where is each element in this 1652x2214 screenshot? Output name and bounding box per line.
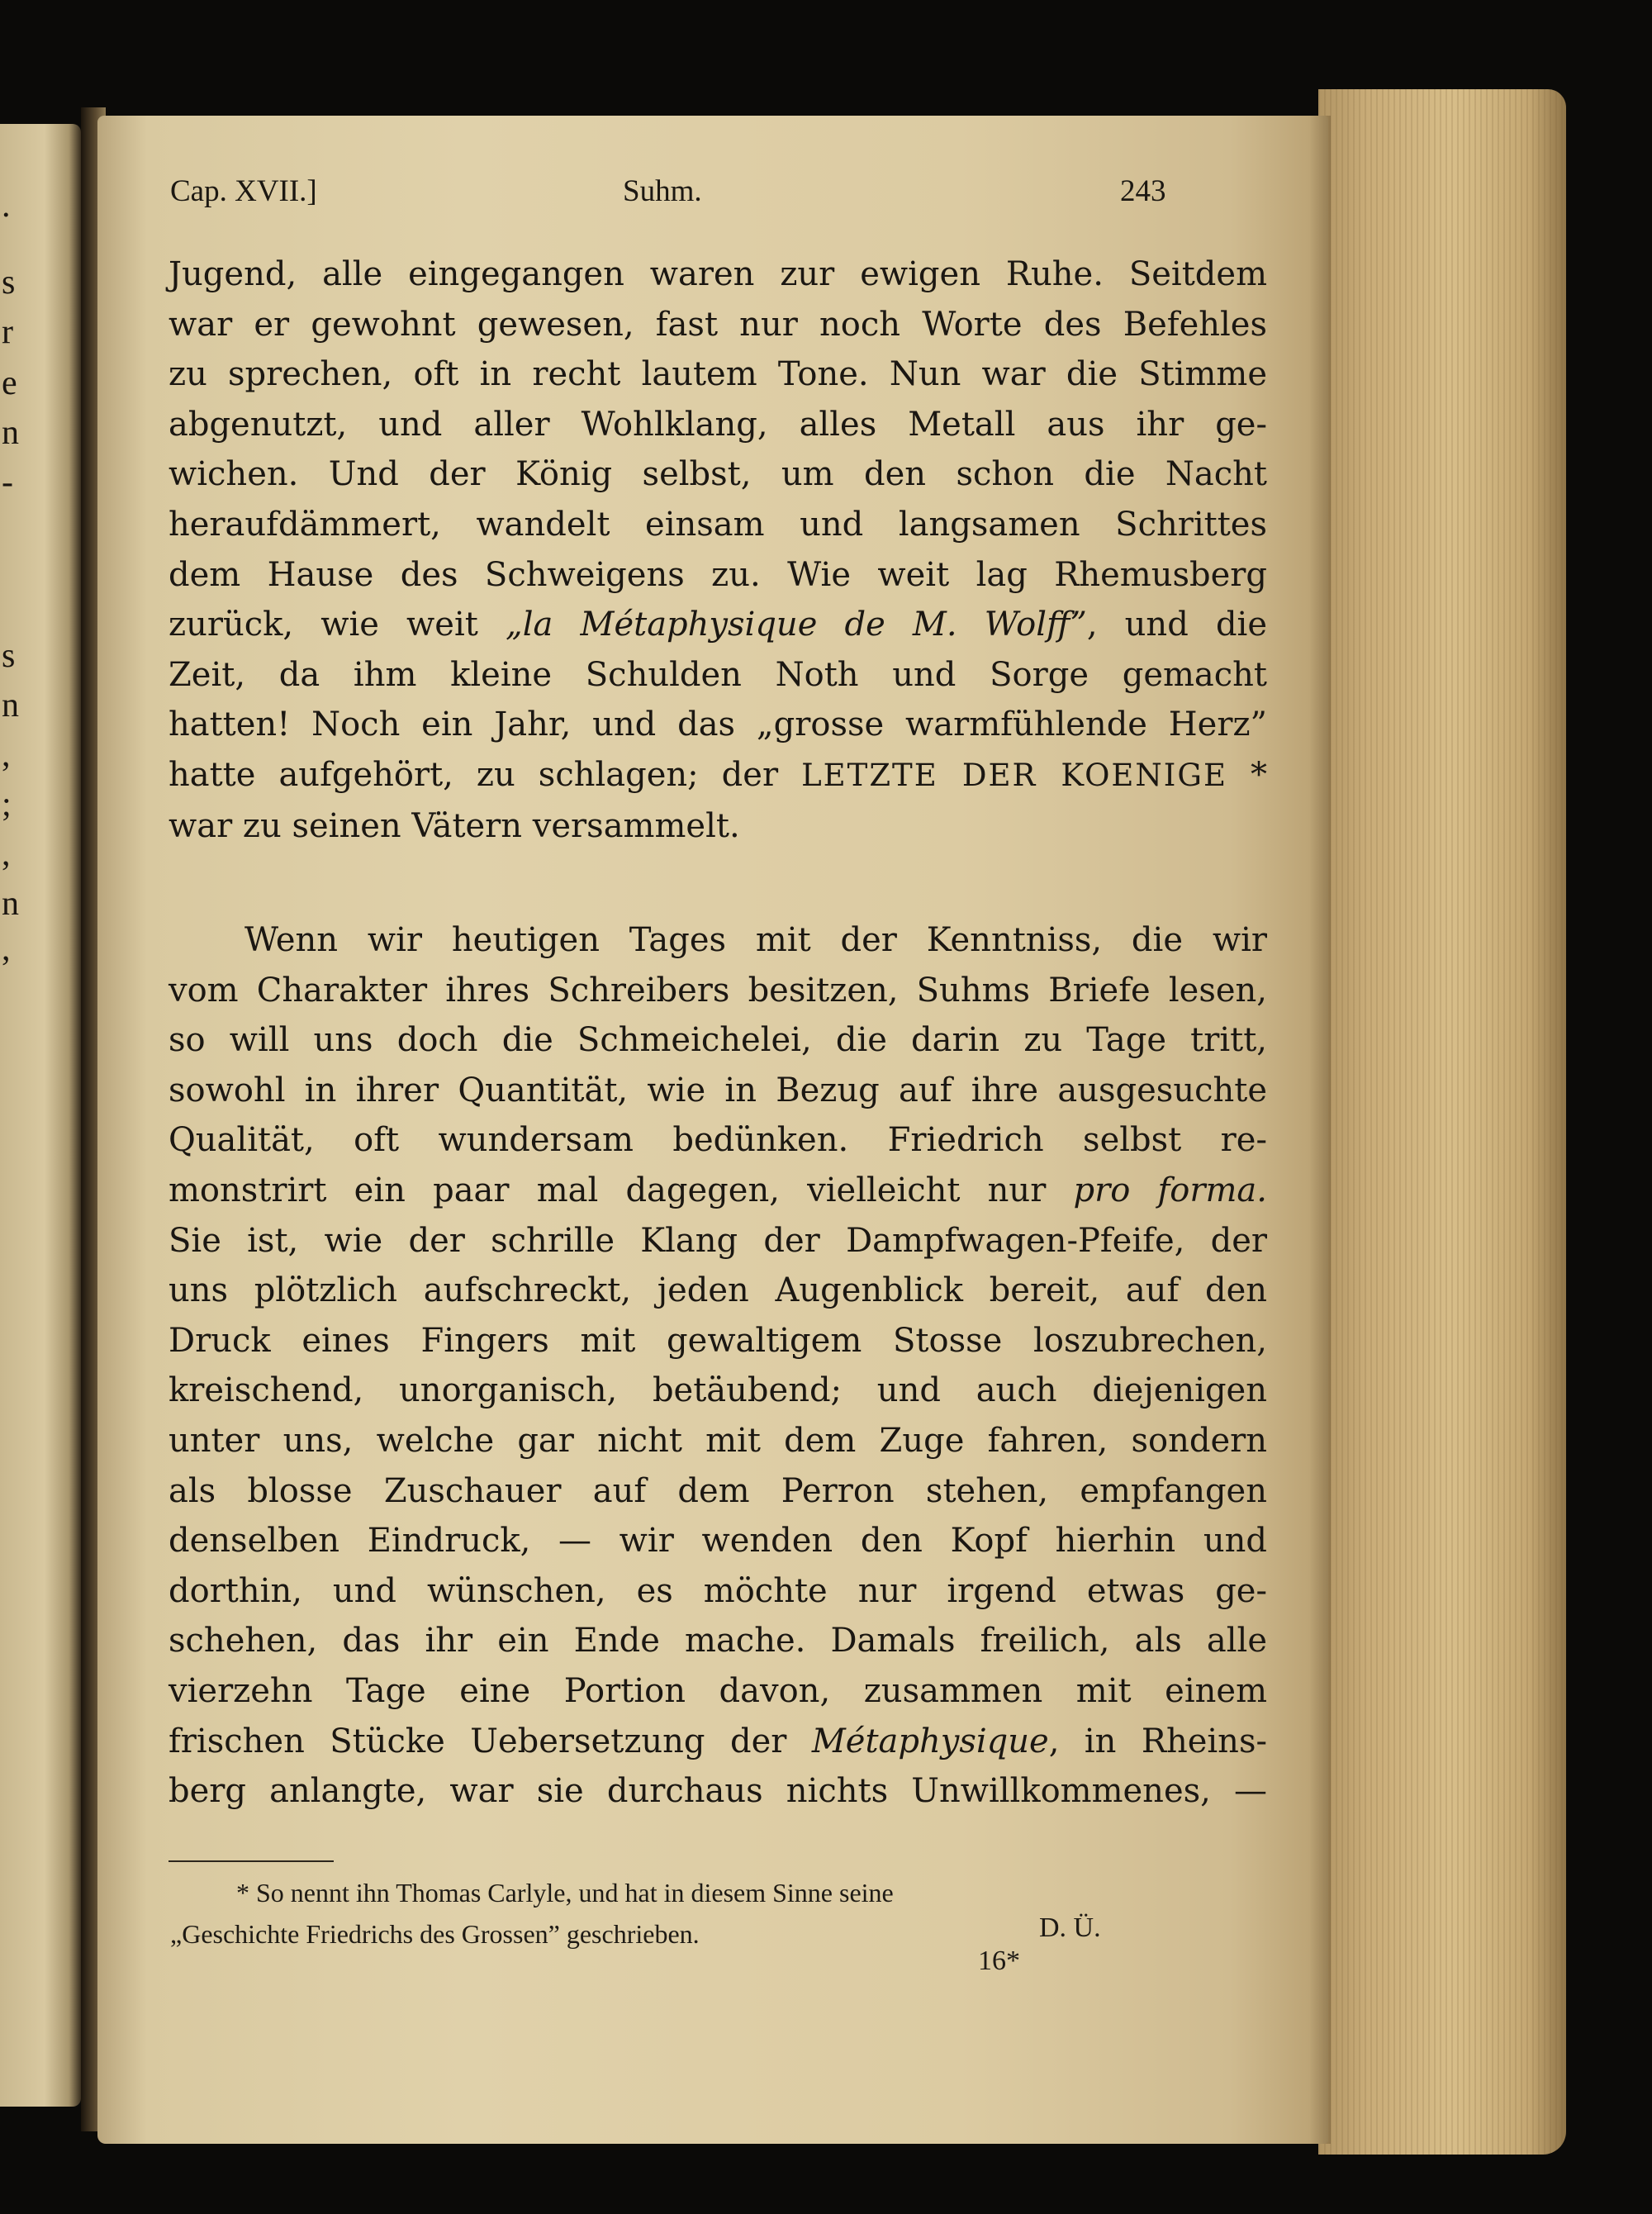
text-line bbox=[169, 600, 1267, 650]
edge-char: n bbox=[2, 885, 19, 923]
edge-char: n bbox=[2, 414, 19, 452]
left-page-cut-text bbox=[2, 124, 21, 2107]
edge-char: , bbox=[2, 736, 11, 774]
text-line: als blosse Zuschauer auf dem Perron stehen, empfangen bbox=[169, 1471, 1267, 1510]
text-line: abgenutzt, und aller Wohlklang, alles Metall aus ihr ge- bbox=[169, 405, 1267, 444]
edge-char: r bbox=[2, 313, 13, 351]
text-line: Druck eines Fingers mit gewaltigem Stosse loszubrechen, bbox=[169, 1321, 1267, 1360]
paragraph-1 bbox=[169, 249, 1267, 851]
edge-char: n bbox=[2, 687, 19, 725]
text-fragment: hatte aufgehört, zu schlagen; der bbox=[169, 755, 802, 794]
footnote-marker: * bbox=[1227, 755, 1268, 794]
italic-text: pro forma. bbox=[1073, 1171, 1267, 1209]
edge-char: s bbox=[2, 637, 16, 675]
edge-char: ; bbox=[2, 786, 12, 824]
text-fragment: , und die bbox=[1086, 606, 1268, 644]
text-line bbox=[169, 750, 1267, 801]
text-line: Sie ist, wie der schrille Klang der Dampfwagen-Pfeife, der bbox=[169, 1221, 1267, 1260]
text-line: Qualität, oft wundersam bedünken. Friedrich selbst re- bbox=[169, 1121, 1267, 1160]
edge-char: - bbox=[2, 463, 13, 501]
text-line: so will uns doch die Schmeichelei, die darin zu Tage tritt, bbox=[169, 1021, 1267, 1060]
text-line: denselben Eindruck, — wir wenden den Kopf hierhin und bbox=[169, 1522, 1267, 1561]
page-number: 243 bbox=[1120, 174, 1166, 208]
running-header bbox=[97, 173, 1328, 223]
edge-char: e bbox=[2, 364, 17, 402]
edge-char: , bbox=[2, 930, 11, 968]
paragraph-2 bbox=[169, 915, 1267, 1817]
text-line: berg anlangte, war sie durchaus nichts Unwillkommenes, — bbox=[169, 1772, 1267, 1811]
text-line: heraufdämmert, wandelt einsam und langsamen Schrittes bbox=[169, 505, 1267, 544]
text-line: sowohl in ihrer Quantität, wie in Bezug auf ihre ausgesuchte bbox=[169, 1071, 1267, 1109]
text-fragment: frischen Stücke Uebersetzung der bbox=[169, 1722, 812, 1760]
text-fragment: zurück, wie weit bbox=[169, 606, 506, 644]
text-line: Wenn wir heutigen Tages mit der Kenntniss, die wir bbox=[244, 921, 1267, 959]
italic-title: Métaphysique bbox=[811, 1722, 1049, 1760]
text-line: war er gewohnt gewesen, fast nur noch Worte des Befehles bbox=[169, 305, 1267, 344]
page-shadow bbox=[1309, 116, 1331, 2144]
text-line: vierzehn Tage eine Portion davon, zusammen mit einem bbox=[169, 1671, 1267, 1710]
edge-char: s bbox=[2, 264, 16, 302]
text-line: war zu seinen Vätern versammelt. bbox=[169, 806, 740, 845]
footnote-rule bbox=[169, 1860, 334, 1862]
text-line: dorthin, und wünschen, es möchte nur irgend etwas ge- bbox=[169, 1571, 1267, 1610]
text-line: kreischend, unorganisch, betäubend; und auch diejenigen bbox=[169, 1371, 1267, 1410]
edge-char: , bbox=[2, 835, 11, 873]
text-line: wichen. Und der König selbst, um den schon die Nacht bbox=[169, 455, 1267, 494]
text-line: schehen, das ihr ein Ende mache. Damals freilich, als alle bbox=[169, 1622, 1267, 1660]
text-line bbox=[169, 1166, 1267, 1216]
footnote-line: * So nennt ihn Thomas Carlyle, und hat in diesem Sinne seine bbox=[236, 1878, 894, 1908]
page-block-edges bbox=[1318, 89, 1566, 2155]
text-fragment: monstrirt ein paar mal dagegen, vielleicht nur bbox=[169, 1171, 1074, 1209]
footnote-line: „Geschichte Friedrichs des Grossen” geschrieben. bbox=[170, 1919, 700, 1949]
text-line: zu sprechen, oft in recht lautem Tone. Nun war die Stimme bbox=[169, 355, 1267, 394]
page-title: Suhm. bbox=[623, 174, 702, 208]
small-caps-text: LETZTE DER KOENIGE bbox=[801, 757, 1227, 793]
book-page bbox=[97, 116, 1328, 2144]
text-line: vom Charakter ihres Schreibers besitzen, Suhms Briefe lesen, bbox=[169, 971, 1267, 1010]
text-line: unter uns, welche gar nicht mit dem Zuge fahren, sondern bbox=[169, 1421, 1267, 1460]
text-line: Jugend, alle eingegangen waren zur ewigen Ruhe. Seitdem bbox=[169, 255, 1267, 293]
text-line: uns plötzlich aufschreckt, jeden Augenblick bereit, auf den bbox=[169, 1271, 1267, 1310]
text-line bbox=[169, 1717, 1267, 1767]
text-fragment: , in Rheins- bbox=[1048, 1722, 1267, 1760]
left-page-edge bbox=[0, 124, 81, 2107]
signature-mark: 16* bbox=[978, 1946, 1020, 1976]
text-line: Zeit, da ihm kleine Schulden Noth und Sorge gemacht bbox=[169, 655, 1267, 694]
text-line: hatten! Noch ein Jahr, und das „grosse warmfühlende Herz” bbox=[169, 706, 1267, 744]
chapter-label: Cap. XVII.] bbox=[170, 174, 317, 208]
italic-title: „la Métaphysique de M. Wolff” bbox=[505, 606, 1087, 644]
edge-char: . bbox=[2, 187, 11, 225]
translator-signature: D. Ü. bbox=[1039, 1912, 1101, 1943]
text-line: dem Hause des Schweigens zu. Wie weit lag Rhemusberg bbox=[169, 555, 1267, 594]
